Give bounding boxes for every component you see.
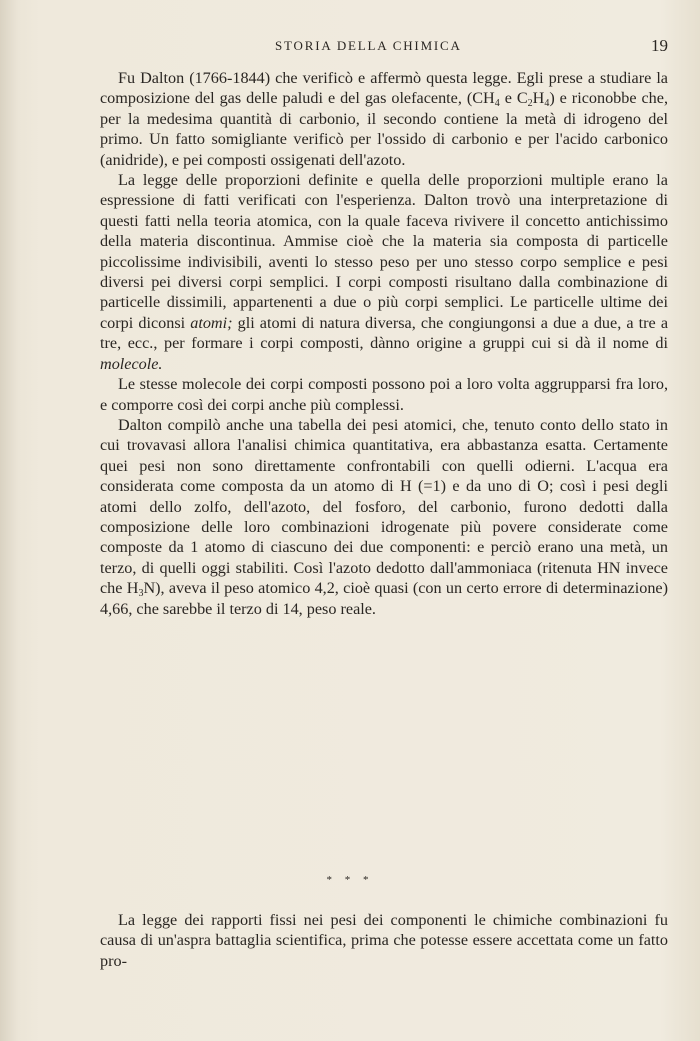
text-run: gli atomi di natura diversa, che congiungonsi a due a due, a tre a tre, ecc., per formare i corpi composti, dànno origine a gruppi cui si dà il nome di	[100, 313, 668, 353]
text-run: H	[532, 89, 545, 108]
paragraph-dalton-law	[100, 68, 668, 170]
running-title: STORIA DELLA CHIMICA	[275, 38, 462, 53]
paragraph-atomic-weights	[100, 415, 668, 619]
text-run: Fu Dalton (1766-1844) che verificò e affermò questa legge. Egli prese a studiare la composizione del gas delle paludi e del gas olefacente, (CH	[100, 69, 668, 108]
paragraph-molecules: Le stesse molecole dei corpi composti possono poi a loro volta aggrupparsi fra loro, e comporre così dei corpi anche più complessi.	[100, 375, 668, 414]
subscript: 4	[544, 98, 550, 110]
text-run: Dalton compilò anche una tabella dei pesi atomici, che, tenuto conto dello stato in cui trovavasi allora l'analisi chimica quantitativa, era abbastanza esatta. Certamente quei pesi non sono direttamente confrontabili con quelli odierni. L'acqua era considerata come composta da un atomo di H (=1) e da uno di O; così i pesi degli atomi dello zolfo, dell'azoto, del fosforo, del carbonio, furono dedotti dalla composizione delle loro combinazioni idrogenate più povere considerate come composte da 1 atomo di ciascuno dei due componenti: e perciò erano una metà, un terzo, di quelli oggi stabiliti. Così l'azoto dedotto dall'ammoniaca (ritenuta HN invece che H	[100, 415, 668, 598]
text-run: ) e riconobbe che, per la medesima quantità di carbonio, il secondo contiene la metà di idrogeno del primo. Un fatto somigliante verificò per l'ossido di carbonio e per l'acido carbonico (anidride), e pei composti ossigenati dell'azoto.	[100, 89, 668, 169]
page-number: 19	[651, 36, 668, 55]
italic-term-atomi: atomi;	[190, 313, 233, 332]
body-text-continued	[100, 910, 668, 971]
paragraph-fixed-ratios: La legge dei rapporti fissi nei pesi dei componenti le chimiche combinazioni fu causa di un'aspra battaglia scientifica, prima che potesse essere accettata come un fatto pro-	[100, 911, 668, 970]
subscript: 3	[138, 588, 144, 600]
page-header	[100, 36, 668, 58]
text-run: N), aveva il peso atomico 4,2, cioè quasi (con un certo errore di determinazione) 4,66, che sarebbe il terzo di 14, peso reale.	[100, 579, 668, 618]
subscript: 4	[494, 98, 500, 110]
section-separator: * * *	[326, 874, 374, 886]
subscript: 2	[527, 98, 533, 110]
paragraph-atomic-theory	[100, 170, 668, 374]
text-run: La legge delle proporzioni definite e quella delle proporzioni multiple erano la espressione di fatti verificati con l'esperienza. Dalton trovò una interpretazione di questi fatti nella teoria atomica, con la quale faceva rivivere il concetto antichissimo della materia discontinua. Ammise cioè che la materia sia composta di particelle piccolissime indivisibili, aventi lo stesso peso per uno stesso corpo semplice e pesi diversi pei diversi corpi semplici. I corpi composti risultano dalla combinazione di particelle dissimili, appartenenti a due o più corpi semplici. Le particelle ultime dei corpi diconsi	[100, 171, 668, 332]
body-text	[100, 68, 668, 619]
italic-term-molecole: molecole.	[100, 354, 163, 373]
text-run: e C	[499, 89, 528, 108]
